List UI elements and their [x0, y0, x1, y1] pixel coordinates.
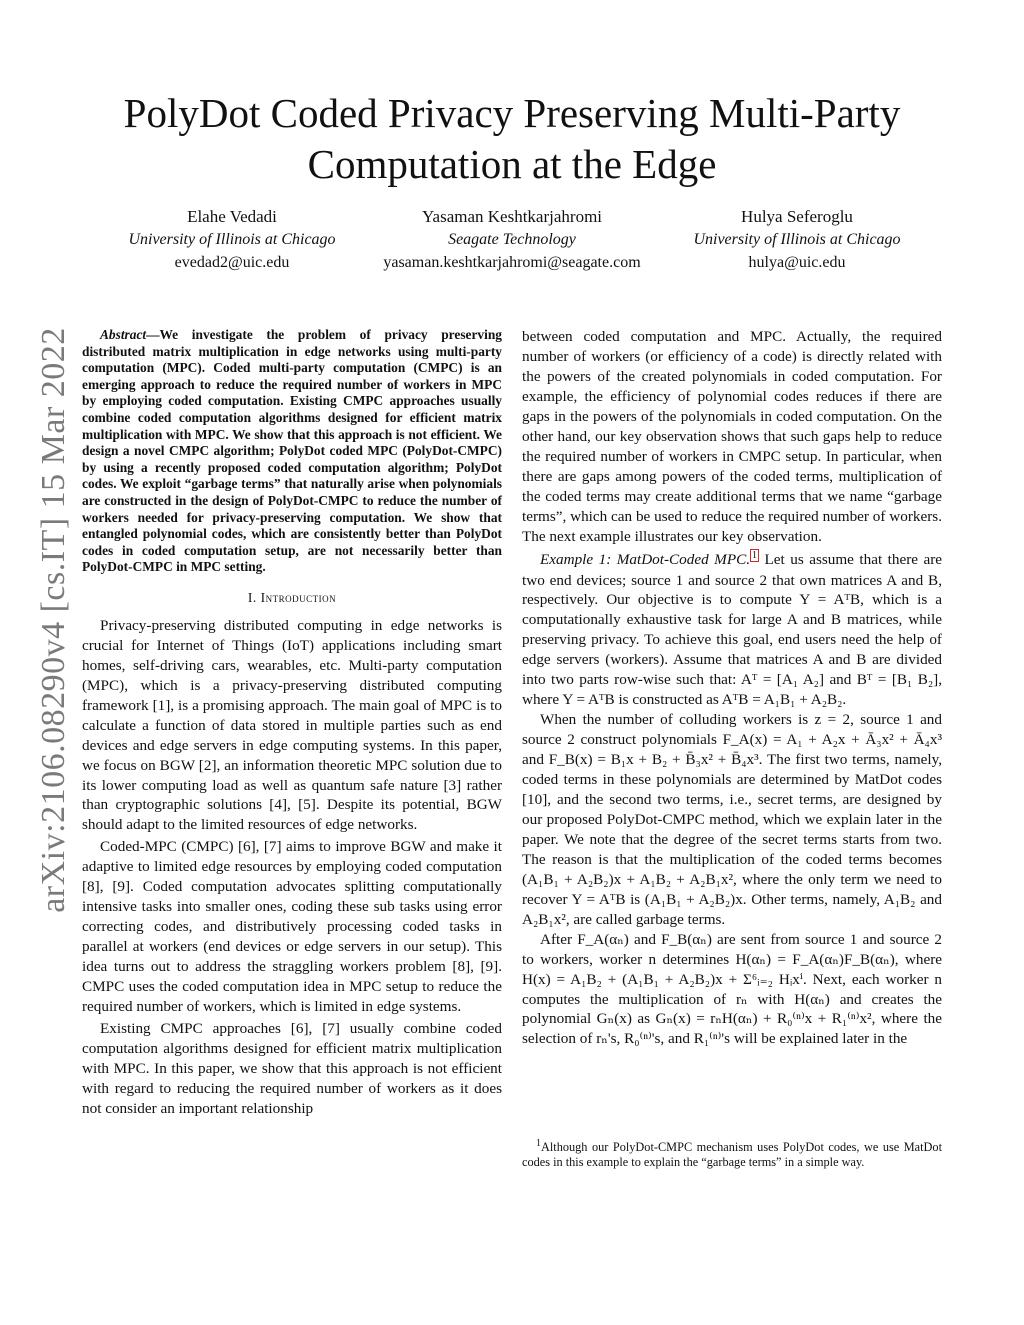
section-heading-introduction — [82, 590, 502, 606]
section-number: I. — [247, 589, 257, 605]
author-1 — [72, 205, 392, 274]
author-name: Hulya Seferoglu — [741, 207, 853, 226]
example-label: Example 1: MatDot-Coded MPC. — [540, 551, 751, 569]
intro-paragraph-2: Coded-MPC (CMPC) [6], [7] aims to improve BGW and make it adaptive to limited edge resources by employing coded computation [8], [9]. Coded computation advocates splitting computationally intensive tasks into smaller ones, coding these sub tasks using error correcting codes, and distributively processing coded tasks in parallel at workers (end devices or edge servers in our setup). This idea turns out to address the straggling workers problem [8], [9]. CMPC uses the coded computation idea in MPC setup to reduce the required number of workers, which is limited in edge systems. — [82, 838, 502, 1016]
abstract — [82, 327, 502, 576]
left-column — [82, 327, 502, 1119]
author-affiliation: Seagate Technology — [448, 231, 576, 248]
footnote — [522, 1137, 942, 1170]
intro-paragraph-6: When the number of colluding workers is z = 2, source 1 and source 2 construct polynomials F_A(x) = A₁ + A₂x + Ā₃x² + Ā₄x³ and F_B(x) = B₁x + B₂ + B̄₃x² + B̄₄x³. The first two terms, namely, coded terms in these polynomials are determined by MatDot codes [10], and the second two terms, i.e., secret terms, are designed by our proposed PolyDot-CMPC method, which we explain later in the paper. We note that the degree of the secret terms starts from two. The reason is that the multiplication of the coded terms becomes (A₁B₁ + A₂B₂)x + A₁B₂ + A₂B₁x², where the only term we need to recover Y = AᵀB is (A₁B₁ + A₂B₂)x. Other terms, namely, A₁B₂ and A₂B₁x², are called garbage terms. — [522, 711, 942, 928]
right-column — [522, 327, 942, 1049]
intro-paragraph-7: After F_A(αₙ) and F_B(αₙ) are sent from source 1 and source 2 to workers, worker n determines H(αₙ) = F_A(αₙ)F_B(αₙ), where H(x) = A₁B₂ + (A₁B₁ + A₂B₂)x + Σ⁶ᵢ₌₂ Hᵢxⁱ. Next, each worker n computes the multiplication of rₙ with H(αₙ) and creates the polynomial Gₙ(x) as Gₙ(x) = rₙH(αₙ) + R₀⁽ⁿ⁾x + R₁⁽ⁿ⁾x², where the selection of rₙ's, R₀⁽ⁿ⁾'s, and R₁⁽ⁿ⁾'s will be explained later in the — [522, 930, 942, 1048]
author-2 — [352, 205, 672, 274]
paper-title: PolyDot Coded Privacy Preserving Multi-Party Computation at the Edge — [123, 90, 901, 187]
intro-paragraph-1: Privacy-preserving distributed computing in edge networks is crucial for Internet of Things (IoT) applications including smart homes, self-driving cars, wearables, etc. Multi-party computation (MPC), which is a privacy-preserving distributed computing framework [1], is a promising approach. The main goal of MPC is to calculate a function of data stored in multiple parties such as end devices and edge servers in edge computing systems. In this paper, we focus on BGW [2], an information theoretic MPC solution due to its lower computing load as well as quantum safe nature [3] rather than cryptographic solutions [4], [5]. Despite its potential, BGW should adapt to the limited resources of edge networks. — [82, 616, 502, 834]
footnote-mark: 1 — [536, 1137, 541, 1149]
section-title: Introduction — [260, 589, 337, 605]
example-text: Let us assume that there are two end devices; source 1 and source 2 that own matrices A and B, respectively. Our objective is to compute Y = AᵀB, which is a computationally exhaustive task for large A and B matrices, while preserving privacy. To achieve this goal, end users need the help of edge servers (workers). Assume that matrices A and B are divided into two parts row-wise such that: Aᵀ = [A₁ A₂] and Bᵀ = [B₁ B₂], where Y = AᵀB is constructed as AᵀB = A₁B₁ + A₂B₂. — [522, 551, 943, 709]
abstract-lead: Abstract — [100, 327, 147, 342]
author-email: yasaman.keshtkarjahromi@seagate.com — [383, 254, 641, 271]
author-3 — [637, 205, 957, 274]
author-name: Elahe Vedadi — [187, 207, 277, 226]
footnote-text: Although our PolyDot-CMPC mechanism uses PolyDot codes, we use MatDot codes in this example to explain the “garbage terms” in a simple way. — [522, 1140, 942, 1169]
intro-paragraph-3: Existing CMPC approaches [6], [7] usually combine coded computation algorithms designed for efficient matrix multiplication with MPC. In this paper, we show that this approach is not efficient with regard to reducing the required number of workers as it does not consider an important relationship — [82, 1019, 502, 1117]
author-email: hulya@uic.edu — [748, 254, 846, 271]
author-affiliation: University of Illinois at Chicago — [128, 231, 336, 248]
author-affiliation: University of Illinois at Chicago — [693, 231, 901, 248]
author-email: evedad2@uic.edu — [174, 254, 290, 271]
arxiv-identifier: arXiv:2106.08290v4 [cs.IT] 15 Mar 2022 — [35, 327, 72, 913]
abstract-text: —We investigate the problem of privacy preserving distributed matrix multiplication in edge networks using multi-party computation (MPC). Coded multi-party computation (CMPC) is an emerging approach to reduce the required number of workers in MPC by employing coded computation. Existing CMPC approaches usually combine coded computation algorithms designed for efficient matrix multiplication with MPC. We show that this approach is not efficient. We design a novel CMPC algorithm; PolyDot coded MPC (PolyDot-CMPC) by using a recently proposed coded computation algorithm; PolyDot codes. We exploit “garbage terms” that naturally arise when polynomials are constructed in the design of PolyDot-CMPC to reduce the number of workers needed for privacy-preserving computation. We show that entangled polynomial codes, which are consistently better than PolyDot codes in coded computation setup, are not necessarily better than PolyDot-CMPC in MPC setting. — [82, 327, 502, 575]
example-paragraph — [522, 546, 942, 710]
intro-paragraph-4: between coded computation and MPC. Actually, the required number of workers (or efficiency of a code) is directly related with the powers of the created polynomials in coded computation. For example, the efficiency of polynomial codes reduces if there are gaps in the powers of the polynomials in coded computation. On the other hand, our key observation shows that such gaps help to reduce the required number of workers in CMPC setup. In particular, when there are gaps among powers of the coded terms, multiplication of the coded terms may create additional terms that we name “garbage terms”, which can be used to reduce the required number of workers. The next example illustrates our key observation. — [522, 328, 942, 545]
footnote-reference[interactable]: 1 — [752, 550, 758, 562]
author-name: Yasaman Keshtkarjahromi — [421, 207, 603, 226]
